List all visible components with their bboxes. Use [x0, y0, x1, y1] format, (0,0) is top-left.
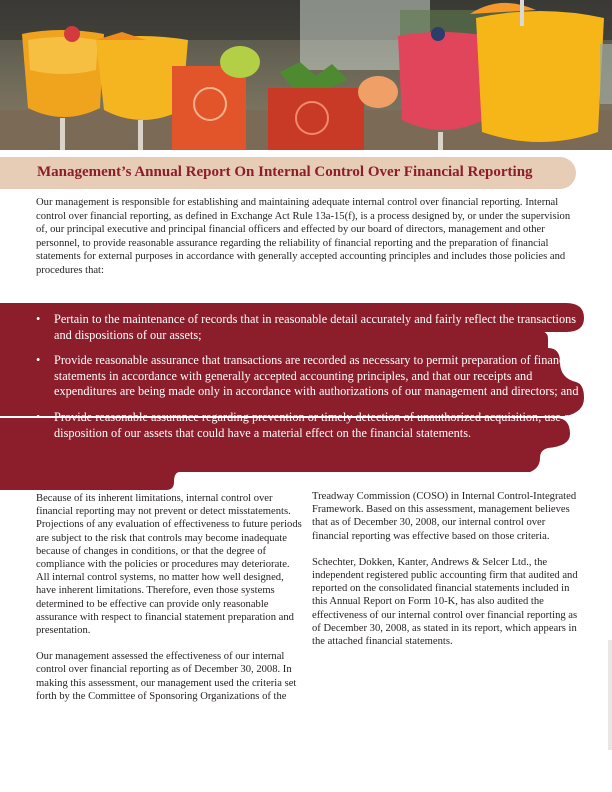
intro-paragraph: Our management is responsible for establishing and maintaining adequate internal control over financial reporting. Internal control over financial reporting, as defined in Exchange Act Rule 13a-15(f), is a process designed by, or under the supervision of, our principal executive and principal financial officers and effected by our board of directors, management and other personnel, to provide reasonable assurance regarding the reliability of financial reporting and the preparation of financial statements for external purposes in accordance with generally accepted accounting principles and includes those policies and procedures that: [36, 197, 571, 276]
body-paragraph: Schechter, Dokken, Kanter, Andrews & Selcer Ltd., the independent registered public accounting firm that audited and reported on the consolidated financial statements included in this Annual Report on Form 10-K, has also audited the effectiveness of our internal control over financial reporting as of December 30, 2008, as stated in its report, which appears in the attached financial statements. [312, 556, 578, 648]
body-paragraph: Our management assessed the effectiveness of our internal control over financial reporting as of December 30, 2008. In making this assessment, our management used the criteria set forth by the Committee of Sponsoring Organizations of the [36, 651, 297, 702]
body-paragraph: Treadway Commission (COSO) in Internal Control-Integrated Framework. Based on this assessment, management believes that as of December 30, 2008, our internal control over financial reporting was effective based on those criteria. [312, 491, 577, 542]
page-edge-shadow [608, 640, 612, 750]
bullet-marker: • [36, 409, 41, 424]
bullet-marker: • [36, 353, 41, 368]
bullet-marker: • [36, 312, 41, 326]
title-band [0, 157, 576, 189]
hero-photo-cocktails [0, 0, 612, 150]
list-item [36, 312, 584, 343]
page-title: Management’s Annual Report On Internal Control Over Financial Reporting [37, 164, 533, 180]
right-column [312, 490, 578, 661]
list-item [36, 353, 584, 400]
bullet-text: Pertain to the maintenance of records that in reasonable detail accurately and fairly reflect the transactions and dispositions of our assets; [54, 312, 577, 342]
body-paragraph: Because of its inherent limitations, internal control over financial reporting may not prevent or detect misstatements. Projections of any evaluation of effectiveness to future periods are subject to the risk that controls may become inadequate because of changes in conditions, or that the degree of compliance with the policies or procedures may deteriorate. All internal control systems, no matter how well designed, have inherent limitations. Therefore, even those systems determined to be effective can provide only reasonable assurance with respect to financial statement preparation and presentation. [36, 493, 302, 637]
bullet-text: Provide reasonable assurance regarding prevention or timely detection of unauthorized acquisition, use or disposition of our assets that could have a material effect on the financial statements. [54, 409, 575, 440]
bullet-text: Provide reasonable assurance that transactions are recorded as necessary to permit preparation of financial statements in accordance with generally accepted accounting principles, and that our receipts and expenditures are being made only in accordance with authorizations of our management and directors; and [54, 353, 579, 399]
cocktail-illustration [0, 0, 612, 150]
bullet-list [36, 312, 584, 451]
list-item [36, 410, 584, 441]
left-column [36, 492, 302, 716]
